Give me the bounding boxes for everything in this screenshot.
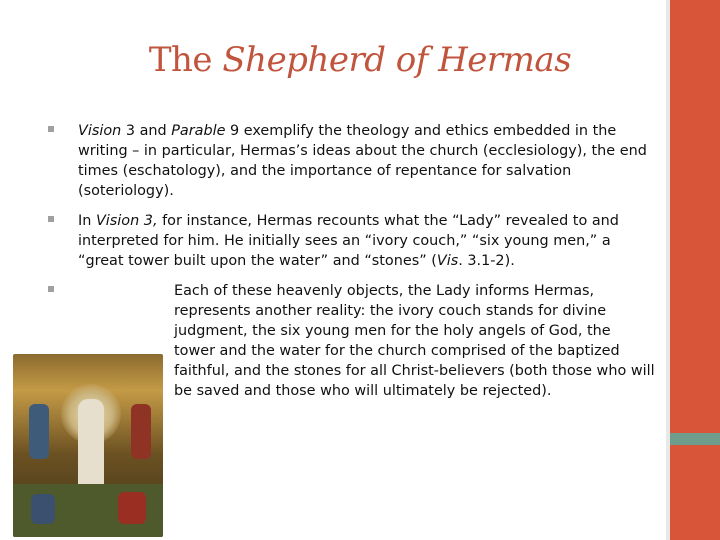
bullet-text-segment: 9 exemplify the theology and ethics embedded in the writing – in particular, Hermas’s ideas about the church (ecclesiology), the end times (eschatology), and the importance of repentance for salvation (soteriology). — [78, 123, 647, 199]
slide-title — [0, 40, 720, 80]
bullet-text — [78, 281, 656, 401]
title-italic: Shepherd of Hermas — [222, 40, 572, 80]
bullet-text — [78, 213, 619, 269]
apostle-figure-2 — [118, 492, 146, 524]
prophet-right-figure — [131, 404, 151, 459]
title-plain: The — [148, 40, 223, 80]
bullet-text-segment: Each of these heavenly objects, the Lady informs Hermas, represents another reality: the ivory couch stands for divine judgment, the six young men for the holy angels of God, the tower and the water for the church comprised of the baptized faithful, and the stones for all Christ-believers (both those who will be saved and those who will ultimately be rejected). — [174, 283, 655, 399]
bullet-marker — [48, 126, 54, 132]
bullet-text — [78, 123, 647, 199]
bullet-text-segment: In — [78, 213, 96, 229]
apostle-figure-1 — [31, 494, 55, 524]
bullet-text-segment: Vis — [436, 253, 459, 269]
central-figure — [78, 399, 104, 489]
bullet-text-segment: . 3.1-2). — [458, 253, 515, 269]
bullet-text-segment: 3 and — [121, 123, 172, 139]
transfiguration-icon-image — [13, 354, 163, 537]
accent-bar-teal — [670, 433, 720, 445]
bullet-marker — [48, 216, 54, 222]
accent-bar-red — [670, 0, 720, 540]
bullet-item — [48, 211, 656, 271]
bullet-text-segment: Vision 3, — [95, 213, 158, 229]
bullet-marker — [48, 286, 54, 292]
prophet-left-figure — [29, 404, 49, 459]
bullet-text-segment: for instance, Hermas recounts what the “Lady” revealed to and interpreted for him. He initially sees an “ivory couch,” “six young men,” a “great tower built upon the water” and “stones” ( — [78, 213, 619, 269]
bullet-item — [48, 121, 656, 201]
bullet-text-segment: Vision — [78, 123, 122, 139]
bullet-text-segment: Parable — [171, 123, 226, 139]
